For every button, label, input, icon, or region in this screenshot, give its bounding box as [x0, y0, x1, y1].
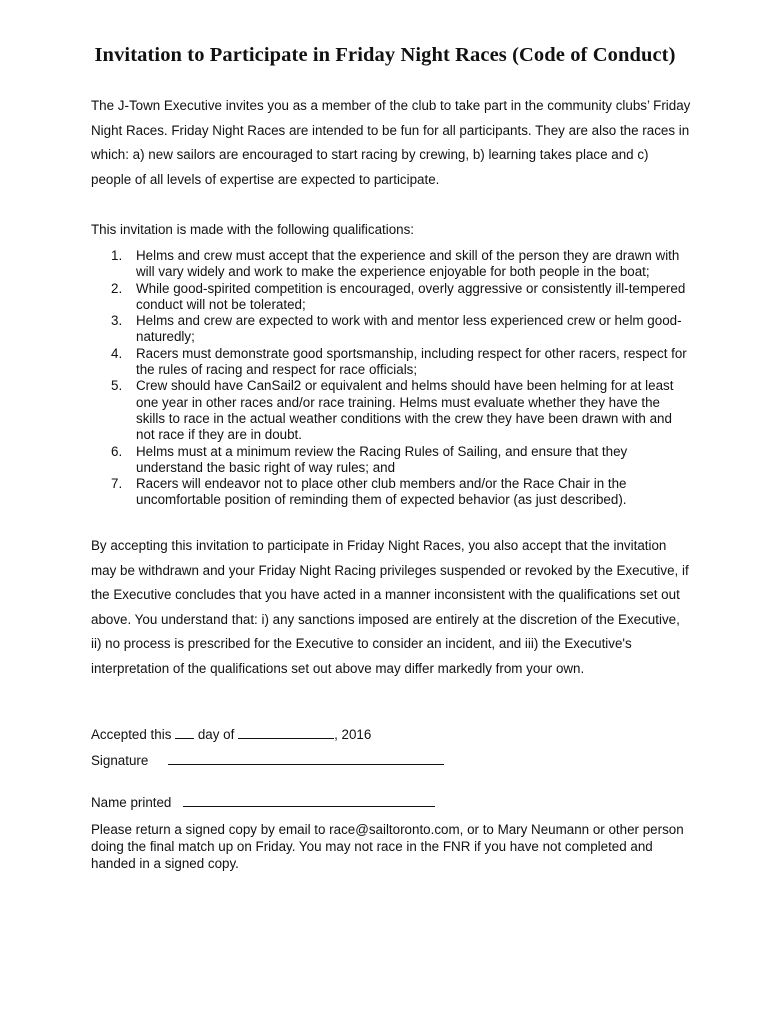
list-item	[91, 444, 691, 477]
list-item	[91, 248, 691, 281]
list-item-text: Racers will endeavor not to place other club members and/or the Race Chair in the uncomfortable position of reminding them of expected behavior (as just described).	[136, 476, 627, 508]
signature-label: Signature	[91, 753, 149, 768]
name-blank-field[interactable]	[183, 793, 435, 807]
name-printed-row	[91, 793, 435, 812]
list-item	[91, 476, 691, 509]
list-item-text: Helms and crew must accept that the experience and skill of the person they are drawn with will vary widely and work to make the experience enjoyable for both people in the boat;	[136, 248, 680, 280]
acceptance-paragraph: By accepting this invitation to participate in Friday Night Races, you also accept that the invitation may be withdrawn and your Friday Night Racing privileges suspended or revoked by the Executive, if the Executive concludes that you have acted in a manner inconsistent with the qualifications set out above. You understand that: i) any sanctions imposed are entirely at the discretion of the Executive, ii) no process is prescribed for the Executive to consider an incident, and iii) the Executive's interpretation of the qualifications set out above may differ markedly from your own.	[91, 538, 689, 676]
accepted-date-row	[91, 725, 371, 744]
month-blank-field[interactable]	[238, 725, 334, 739]
list-item-text: Racers must demonstrate good sportsmanship, including respect for other racers, respect for the rules of racing and respect for race officials;	[136, 345, 687, 378]
list-item	[91, 281, 691, 314]
intro-paragraph: The J-Town Executive invites you as a member of the club to take part in the community clubs’ Friday Night Races. Friday Night Races are intended to be fun for all participants. They are also the races in which: a) new sailors are encouraged to start racing by crewing, b) learning takes place and c) people of all levels of expertise are expected to participate.	[91, 98, 691, 187]
list-item	[91, 378, 691, 443]
list-item-text: While good-spirited competition is encouraged, overly aggressive or consistently ill-tempered conduct will not be tolerated;	[136, 280, 686, 312]
list-item-number: 2.	[111, 280, 123, 296]
signature-row	[91, 751, 444, 770]
list-item-text: Crew should have CanSail2 or equivalent and helms should have been helming for at least one year in other races and/or race training. Helms must evaluate whether they have the skills to race in the actual weather conditions with the crew they have been drawn with and not race if they are in doubt.	[136, 378, 674, 443]
list-item-number: 5.	[111, 378, 123, 394]
day-blank-field[interactable]	[175, 725, 194, 739]
list-item-text: Helms and crew are expected to work with and mentor less experienced crew or helm good-naturedly;	[136, 313, 682, 345]
signature-blank-field[interactable]	[168, 751, 444, 765]
qualifications-list	[91, 248, 691, 509]
year-label: , 2016	[334, 727, 372, 742]
qualifications-intro: This invitation is made with the following qualifications:	[91, 222, 415, 237]
list-item-number: 1.	[111, 248, 123, 263]
day-of-label: day of	[197, 727, 235, 742]
name-printed-label: Name printed	[91, 795, 172, 810]
list-item-number: 3.	[111, 313, 123, 329]
return-instructions: Please return a signed copy by email to race@sailtoronto.com, or to Mary Neumann or other person doing the final match up on Friday. You may not race in the FNR if you have not completed and handed in a signed copy.	[91, 822, 684, 871]
list-item-number: 7.	[111, 476, 123, 492]
accepted-this-label: Accepted this	[91, 727, 172, 742]
list-item	[91, 346, 691, 379]
list-item-number: 6.	[111, 443, 123, 459]
list-item	[91, 313, 691, 346]
list-item-text: Helms must at a minimum review the Racing Rules of Sailing, and ensure that they understand the basic right of way rules; and	[136, 443, 628, 475]
list-item-number: 4.	[111, 345, 123, 361]
page-title: Invitation to Participate in Friday Night Races (Code of Conduct)	[94, 44, 676, 66]
